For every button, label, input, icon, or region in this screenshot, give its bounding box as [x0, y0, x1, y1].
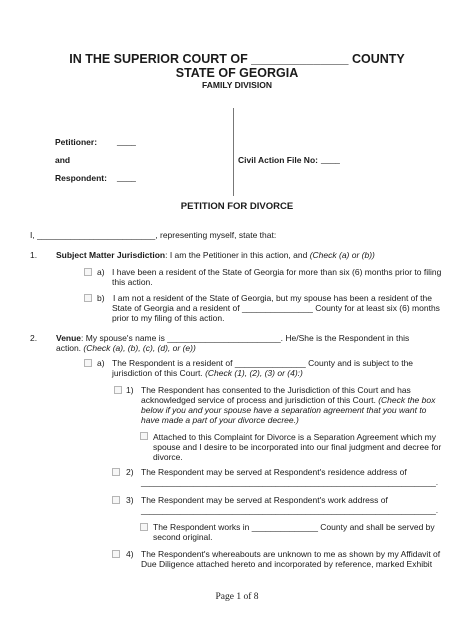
residence-address-field[interactable]: ____________________________________________________________________. [141, 478, 439, 487]
section-1-body: : I am the Petitioner in this action, and [165, 250, 310, 260]
item-2a-instruction: (Check (1), (2), (3) or (4):) [205, 368, 303, 378]
caption-divider [233, 108, 234, 196]
checkbox-1a[interactable] [84, 268, 92, 276]
respondent-label: Respondent: [55, 173, 107, 183]
checkbox-second-original[interactable] [140, 523, 148, 531]
checkbox-2a-4[interactable] [112, 550, 120, 558]
sub-1-line2: acknowledged service of process and jurisdiction of this Court. (Check the box [141, 395, 436, 405]
respondent-field[interactable]: ____ [117, 172, 136, 182]
sub-2-text: The Respondent may be served at Respondent's residence address of [141, 467, 407, 477]
and-label: and [55, 155, 71, 165]
item-2a-line1: The Respondent is a resident of _______________ County and is subject to the [112, 358, 414, 368]
item-1a-line2: this action. [112, 277, 153, 287]
section-1-text [56, 250, 375, 261]
second-original-line2: second original. [153, 532, 213, 542]
separation-agreement-line3: divorce. [153, 452, 183, 462]
page-number: Page 1 of 8 [215, 592, 259, 602]
sub-4-label: 4) [126, 549, 134, 559]
division-title: FAMILY DIVISION [202, 80, 272, 90]
section-2-number: 2. [30, 333, 38, 343]
sub-1-label: 1) [126, 385, 134, 395]
petitioner-label: Petitioner: [55, 137, 98, 147]
petitioner-field[interactable]: ____ [117, 136, 136, 146]
item-1b-line3: prior to my filing of this action. [112, 313, 225, 323]
section-2-heading: Venue [56, 333, 82, 343]
state-title: STATE OF GEORGIA [175, 66, 299, 80]
item-1a-line1: I have been a resident of the State of Georgia for more than six (6) months prior to filing [112, 267, 442, 277]
court-title: IN THE SUPERIOR COURT OF ______________ COUNTY [69, 52, 405, 66]
petition-title: PETITION FOR DIVORCE [180, 201, 294, 212]
sub-4-line2: Due Diligence attached hereto and incorporated by reference, marked Exhibit [141, 559, 433, 569]
sub-4-line1: The Respondent's whereabouts are unknown to me as shown by my Affidavit of [141, 549, 441, 559]
item-1b-line2: State of Georgia and a resident of _______________ County for at least six (6) months [112, 303, 440, 313]
item-2a-line2: jurisdiction of this Court. (Check (1), (2), (3) or (4):) [112, 368, 303, 378]
checkbox-2a[interactable] [84, 359, 92, 367]
item-2a-label: a) [97, 358, 105, 368]
checkbox-separation-agreement[interactable] [140, 432, 148, 440]
section-2-instruction: (Check (a), (b), (c), (d), or (e)) [83, 343, 196, 353]
sub-1-line3: below if you and your spouse have a separation agreement that you want to [141, 405, 427, 415]
section-1-heading: Subject Matter Jurisdiction [56, 250, 166, 260]
item-1a-label: a) [97, 267, 105, 277]
checkbox-2a-1[interactable] [114, 386, 122, 394]
separation-agreement-line2: spouse and I desire to be incorporated into our final judgment and decree for [153, 442, 442, 452]
checkbox-1b[interactable] [84, 294, 92, 302]
civil-action-field[interactable]: ____ [321, 154, 340, 164]
sub-3-label: 3) [126, 495, 134, 505]
checkbox-2a-2[interactable] [112, 468, 120, 476]
section-2-text [56, 333, 409, 344]
section-2-line2: action. (Check (a), (b), (c), (d), or (e)) [56, 343, 196, 353]
sub-2-label: 2) [126, 467, 134, 477]
checkbox-2a-3[interactable] [112, 496, 120, 504]
section-1-number: 1. [30, 250, 38, 260]
sub-3-text: The Respondent may be served at Respondent's work address of [141, 495, 388, 505]
second-original-line1: The Respondent works in ______________ County and shall be served by [153, 522, 435, 532]
work-address-field[interactable]: ____________________________________________________________________. [141, 506, 439, 515]
separation-agreement-line1: Attached to this Complaint for Divorce is a Separation Agreement which my [153, 432, 436, 442]
intro-statement: I, _________________________, representing myself, state that: [30, 230, 277, 240]
item-1b-line1: I am not a resident of the State of Georgia, but my spouse has been a resident of the [113, 293, 432, 303]
section-2-body: : My spouse's name is ________________________. He/She is the Respondent in this [81, 333, 410, 343]
civil-action-label: Civil Action File No: [238, 155, 318, 165]
section-1-instruction: (Check (a) or (b)) [309, 250, 375, 260]
item-1b-label: b) [97, 293, 105, 303]
sub-1-line4: have made a part of your divorce decree.) [141, 415, 299, 425]
sub-1-line1: The Respondent has consented to the Jurisdiction of this Court and has [141, 385, 411, 395]
